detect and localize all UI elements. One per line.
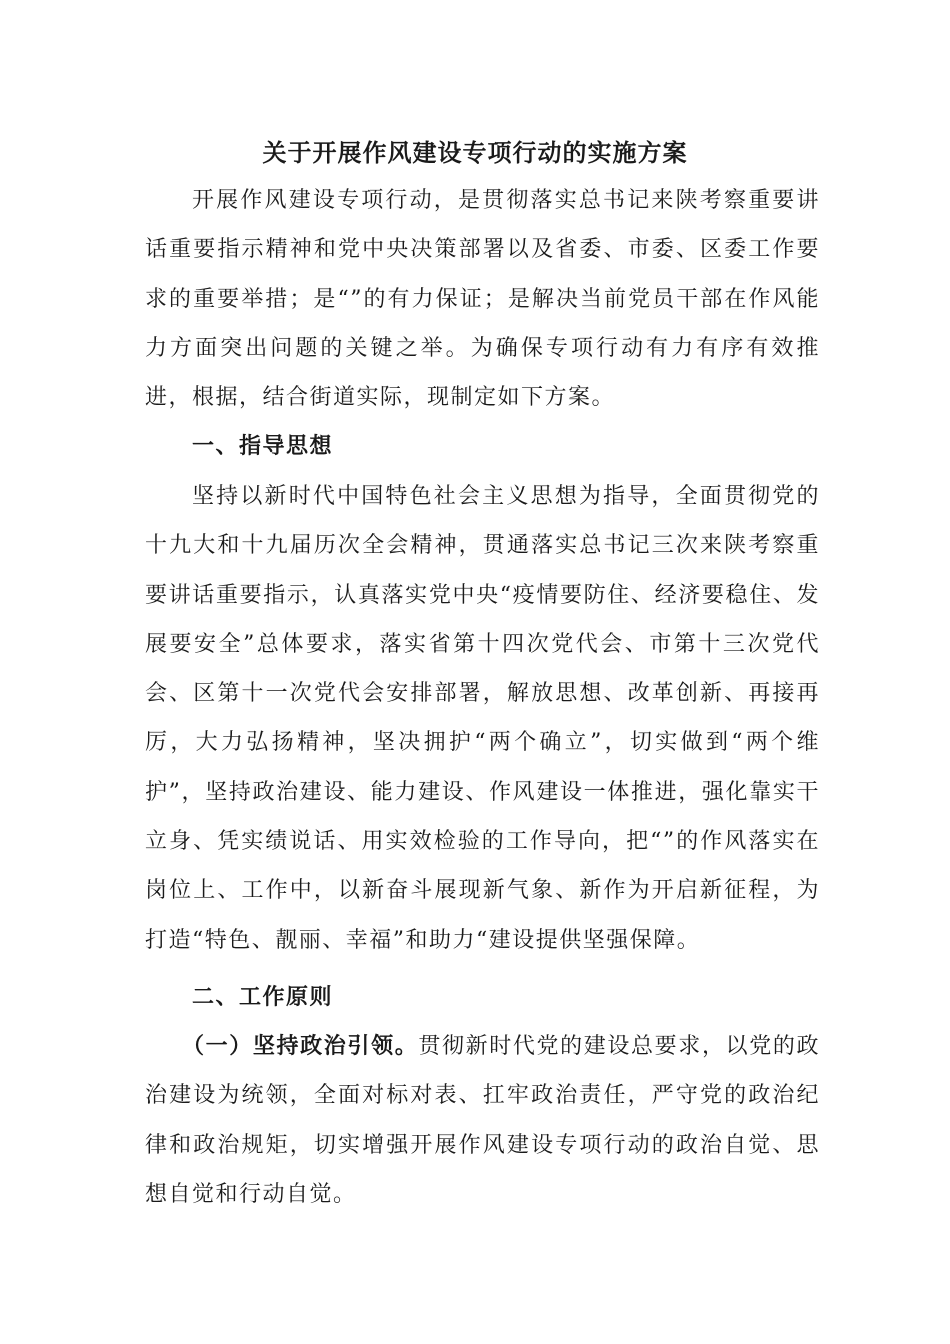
principle-1-lead: （一）坚持政治引领。 <box>182 1034 419 1059</box>
document-title: 关于开展作风建设专项行动的实施方案 <box>262 139 688 167</box>
principle-paragraph-1 <box>145 1022 820 1219</box>
section-heading-work-principles: 二、工作原则 <box>192 985 334 1010</box>
guiding-thought-paragraph: 坚持以新时代中国特色社会主义思想为指导，全面贯彻党的十九大和十九届历次全会精神，贯通落实总书记三次来陕考察重要讲话重要指示，认真落实党中央“疫情要防住、经济要稳住、发展要安全”总体要求，落实省第十四次党代会、市第十三次党代会、区第十一次党代会安排部署，解放思想、改革创新、再接再厉，大力弘扬精神，坚决拥护“两个确立”，切实做到“两个维护”，坚持政治建设、能力建设、作风建设一体推进，强化靠实干立身、凭实绩说话、用实效检验的工作导向，把“”的作风落实在岗位上、工作中，以新奋斗展现新气象、新作为开启新征程，为打造“特色、靓丽、幸福”和助力“建设提供坚强保障。 <box>145 484 820 953</box>
intro-paragraph: 开展作风建设专项行动，是贯彻落实总书记来陕考察重要讲话重要指示精神和党中央决策部署以及省委、市委、区委工作要求的重要举措；是“”的有力保证；是解决当前党员干部在作风能力方面突出问题的关键之举。为确保专项行动有力有序有效推进，根据，结合街道实际，现制定如下方案。 <box>145 188 820 411</box>
section-heading-guiding-thought: 一、指导思想 <box>192 434 334 459</box>
principle-1-text: 贯彻新时代党的建设总要求，以党的政治建设为统领，全面对标对表、扛牢政治责任，严守党的政治纪律和政治规矩，切实增强开展作风建设专项行动的政治自觉、思想自觉和行动自觉。 <box>145 1034 820 1207</box>
